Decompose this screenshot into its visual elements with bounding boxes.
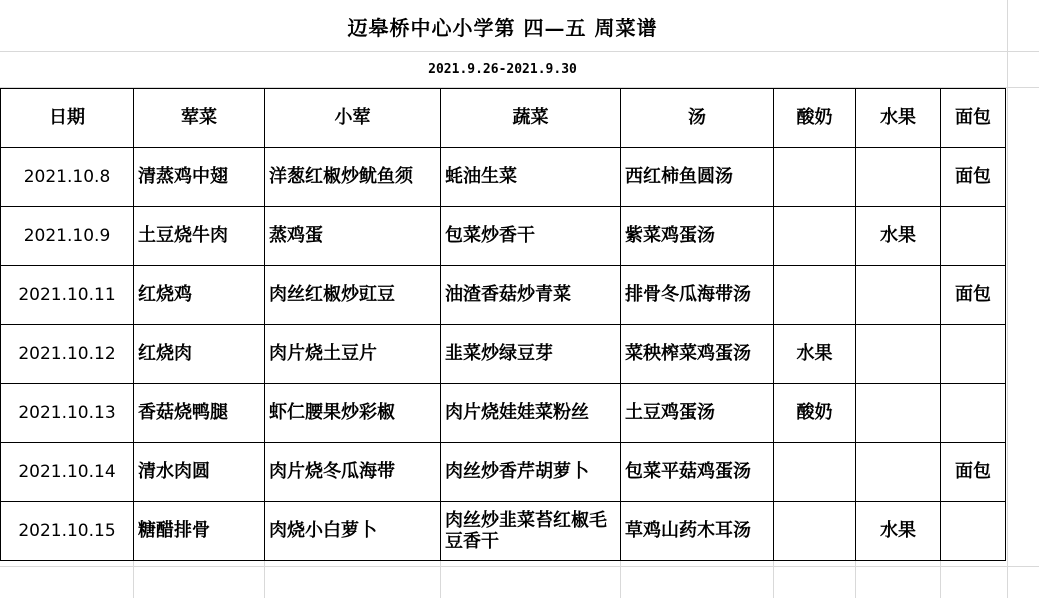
cell-yogurt[interactable]: 酸奶 (774, 384, 856, 443)
page-title: 迈皋桥中心小学第 四—五 周菜谱 (347, 16, 658, 40)
cell-small-meat[interactable]: 肉片烧土豆片 (265, 325, 441, 384)
header-small-meat[interactable]: 小荤 (265, 89, 441, 148)
header-yogurt[interactable]: 酸奶 (774, 89, 856, 148)
table-row (1, 325, 1006, 384)
gridline (440, 560, 441, 598)
cell-yogurt[interactable]: 水果 (774, 325, 856, 384)
cell-soup[interactable]: 西红柿鱼圆汤 (621, 148, 774, 207)
gridline (620, 560, 621, 598)
cell-yogurt[interactable] (774, 207, 856, 266)
cell-date[interactable]: 2021.10.11 (1, 266, 134, 325)
cell-bread[interactable] (941, 384, 1006, 443)
cell-soup[interactable]: 菜秧榨菜鸡蛋汤 (621, 325, 774, 384)
table-row (1, 443, 1006, 502)
gridline (0, 51, 1039, 52)
table-row (1, 148, 1006, 207)
cell-date[interactable]: 2021.10.12 (1, 325, 134, 384)
cell-date[interactable]: 2021.10.8 (1, 148, 134, 207)
table-row (1, 502, 1006, 561)
cell-soup[interactable]: 紫菜鸡蛋汤 (621, 207, 774, 266)
cell-fruit[interactable] (856, 443, 941, 502)
gridline (773, 560, 774, 598)
header-soup[interactable]: 汤 (621, 89, 774, 148)
cell-veg[interactable]: 肉片烧娃娃菜粉丝 (441, 384, 621, 443)
gridline (264, 560, 265, 598)
table-row (1, 384, 1006, 443)
cell-soup[interactable]: 土豆鸡蛋汤 (621, 384, 774, 443)
gridline (0, 566, 1039, 567)
cell-yogurt[interactable] (774, 443, 856, 502)
header-veg[interactable]: 蔬菜 (441, 89, 621, 148)
cell-meat[interactable]: 清蒸鸡中翅 (134, 148, 265, 207)
cell-yogurt[interactable] (774, 266, 856, 325)
cell-fruit[interactable]: 水果 (856, 502, 941, 561)
header-row (1, 89, 1006, 148)
cell-meat[interactable]: 土豆烧牛肉 (134, 207, 265, 266)
cell-veg[interactable]: 肉丝炒韭菜苔红椒毛豆香干 (441, 502, 621, 561)
cell-date[interactable]: 2021.10.14 (1, 443, 134, 502)
cell-bread[interactable]: 面包 (941, 443, 1006, 502)
cell-meat[interactable]: 糖醋排骨 (134, 502, 265, 561)
gridline (855, 560, 856, 598)
cell-date[interactable]: 2021.10.13 (1, 384, 134, 443)
gridline (1007, 0, 1008, 598)
cell-small-meat[interactable]: 肉丝红椒炒豇豆 (265, 266, 441, 325)
cell-date[interactable]: 2021.10.15 (1, 502, 134, 561)
cell-veg[interactable]: 包菜炒香干 (441, 207, 621, 266)
cell-meat[interactable]: 清水肉圆 (134, 443, 265, 502)
menu-table (0, 88, 1006, 561)
cell-soup[interactable]: 包菜平菇鸡蛋汤 (621, 443, 774, 502)
cell-meat[interactable]: 香菇烧鸭腿 (134, 384, 265, 443)
cell-veg[interactable]: 油渣香菇炒青菜 (441, 266, 621, 325)
header-fruit[interactable]: 水果 (856, 89, 941, 148)
cell-bread[interactable]: 面包 (941, 266, 1006, 325)
header-meat[interactable]: 荤菜 (134, 89, 265, 148)
cell-bread[interactable] (941, 502, 1006, 561)
cell-small-meat[interactable]: 肉烧小白萝卜 (265, 502, 441, 561)
cell-fruit[interactable] (856, 325, 941, 384)
cell-small-meat[interactable]: 洋葱红椒炒鱿鱼须 (265, 148, 441, 207)
cell-fruit[interactable] (856, 266, 941, 325)
cell-meat[interactable]: 红烧肉 (134, 325, 265, 384)
cell-small-meat[interactable]: 蒸鸡蛋 (265, 207, 441, 266)
cell-soup[interactable]: 排骨冬瓜海带汤 (621, 266, 774, 325)
cell-soup[interactable]: 草鸡山药木耳汤 (621, 502, 774, 561)
gridline (133, 560, 134, 598)
table-row (1, 207, 1006, 266)
date-range: 2021.9.26-2021.9.30 (428, 62, 577, 77)
cell-meat[interactable]: 红烧鸡 (134, 266, 265, 325)
cell-fruit[interactable] (856, 148, 941, 207)
cell-veg[interactable]: 肉丝炒香芹胡萝卜 (441, 443, 621, 502)
cell-veg[interactable]: 韭菜炒绿豆芽 (441, 325, 621, 384)
cell-bread[interactable] (941, 207, 1006, 266)
cell-veg[interactable]: 蚝油生菜 (441, 148, 621, 207)
cell-bread[interactable]: 面包 (941, 148, 1006, 207)
header-date[interactable]: 日期 (1, 89, 134, 148)
cell-yogurt[interactable] (774, 148, 856, 207)
cell-fruit[interactable] (856, 384, 941, 443)
table-row (1, 266, 1006, 325)
cell-small-meat[interactable]: 肉片烧冬瓜海带 (265, 443, 441, 502)
header-bread[interactable]: 面包 (941, 89, 1006, 148)
cell-bread[interactable] (941, 325, 1006, 384)
cell-yogurt[interactable] (774, 502, 856, 561)
cell-fruit[interactable]: 水果 (856, 207, 941, 266)
cell-date[interactable]: 2021.10.9 (1, 207, 134, 266)
gridline (940, 560, 941, 598)
cell-small-meat[interactable]: 虾仁腰果炒彩椒 (265, 384, 441, 443)
